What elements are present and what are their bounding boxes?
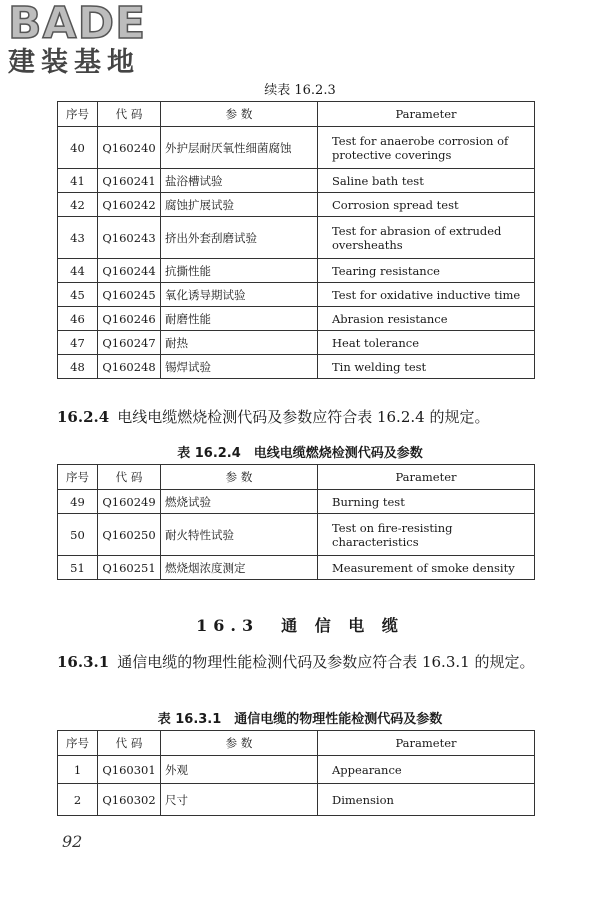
row-param-cn: 耐火特性试验 (161, 514, 318, 556)
row-code: Q160251 (98, 556, 161, 580)
table-row (58, 217, 535, 259)
table-16-3-1 (57, 730, 535, 816)
header-code: 代 码 (98, 102, 161, 127)
row-number: 48 (58, 355, 98, 379)
row-code: Q160243 (98, 217, 161, 259)
table-row (58, 784, 535, 816)
row-param-en: Test for anaerobe corrosion of protective coverings (318, 127, 535, 169)
section-title: 16.3 通 信 电 缆 (196, 616, 404, 635)
row-number: 51 (58, 556, 98, 580)
logo-word: BADE (8, 0, 147, 49)
row-code: Q160244 (98, 259, 161, 283)
row-code: Q160302 (98, 784, 161, 816)
row-param-cn: 氧化诱导期试验 (161, 283, 318, 307)
table-row (58, 490, 535, 514)
row-param-en: Heat tolerance (318, 331, 535, 355)
row-param-cn: 锡焊试验 (161, 355, 318, 379)
table-16-2-3-caption: 续表 16.2.3 (264, 83, 336, 98)
table-row (58, 127, 535, 169)
table-row (58, 283, 535, 307)
header-code: 代 码 (98, 731, 161, 756)
table-header-row (58, 465, 535, 490)
row-code: Q160247 (98, 331, 161, 355)
table-16-2-4-caption: 表 16.2.4 电线电缆燃烧检测代码及参数 (177, 446, 423, 461)
header-param: 参 数 (161, 102, 318, 127)
row-number: 41 (58, 169, 98, 193)
row-param-cn: 外护层耐厌氧性细菌腐蚀 (161, 127, 318, 169)
row-code: Q160242 (98, 193, 161, 217)
table-row (58, 556, 535, 580)
header-parameter: Parameter (318, 102, 535, 127)
header-no: 序号 (58, 731, 98, 756)
row-code: Q160241 (98, 169, 161, 193)
clause-16-2-4 (57, 405, 547, 429)
row-number: 49 (58, 490, 98, 514)
row-code: Q160240 (98, 127, 161, 169)
row-param-en: Abrasion resistance (318, 307, 535, 331)
row-code: Q160250 (98, 514, 161, 556)
row-code: Q160246 (98, 307, 161, 331)
clause-text: 通信电缆的物理性能检测代码及参数应符合表 16.3.1 的规定。 (117, 653, 535, 671)
table-row (58, 355, 535, 379)
table-row (58, 756, 535, 784)
row-number: 2 (58, 784, 98, 816)
table-header-row (58, 731, 535, 756)
header-param: 参 数 (161, 731, 318, 756)
row-param-cn: 尺寸 (161, 784, 318, 816)
row-param-cn: 盐浴槽试验 (161, 169, 318, 193)
row-code: Q160301 (98, 756, 161, 784)
row-param-cn: 外观 (161, 756, 318, 784)
header-no: 序号 (58, 102, 98, 127)
row-code: Q160245 (98, 283, 161, 307)
row-param-en: Corrosion spread test (318, 193, 535, 217)
row-param-cn: 耐热 (161, 331, 318, 355)
row-param-en: Burning test (318, 490, 535, 514)
table-row (58, 259, 535, 283)
row-number: 1 (58, 756, 98, 784)
header-parameter: Parameter (318, 465, 535, 490)
clause-number: 16.2.4 (57, 408, 110, 426)
table-header-row (58, 102, 535, 127)
row-param-en: Tearing resistance (318, 259, 535, 283)
row-code: Q160249 (98, 490, 161, 514)
clause-16-3-1 (57, 650, 547, 674)
table-row (58, 514, 535, 556)
row-number: 42 (58, 193, 98, 217)
row-param-en: Test for abrasion of extruded oversheaths (318, 217, 535, 259)
row-number: 50 (58, 514, 98, 556)
row-param-en: Dimension (318, 784, 535, 816)
table-row (58, 331, 535, 355)
row-number: 44 (58, 259, 98, 283)
row-number: 46 (58, 307, 98, 331)
header-no: 序号 (58, 465, 98, 490)
row-param-cn: 燃烧试验 (161, 490, 318, 514)
clause-number: 16.3.1 (57, 653, 110, 671)
row-code: Q160248 (98, 355, 161, 379)
row-param-cn: 腐蚀扩展试验 (161, 193, 318, 217)
brand-logo (8, 2, 180, 88)
row-param-en: Appearance (318, 756, 535, 784)
row-param-cn: 挤出外套刮磨试验 (161, 217, 318, 259)
table-row (58, 169, 535, 193)
row-number: 40 (58, 127, 98, 169)
row-param-cn: 燃烧烟浓度测定 (161, 556, 318, 580)
row-param-en: Saline bath test (318, 169, 535, 193)
row-number: 47 (58, 331, 98, 355)
page-number: 92 (62, 832, 83, 851)
clause-text: 电线电缆燃烧检测代码及参数应符合表 16.2.4 的规定。 (117, 408, 490, 426)
row-param-en: Test for oxidative inductive time (318, 283, 535, 307)
row-param-en: Tin welding test (318, 355, 535, 379)
header-parameter: Parameter (318, 731, 535, 756)
header-code: 代 码 (98, 465, 161, 490)
table-16-2-4 (57, 464, 535, 580)
row-number: 45 (58, 283, 98, 307)
table-16-2-3 (57, 101, 535, 379)
row-param-en: Test on fire-resisting characteristics (318, 514, 535, 556)
logo-chinese-name: 建装基地 (8, 47, 140, 78)
header-param: 参 数 (161, 465, 318, 490)
row-param-en: Measurement of smoke density (318, 556, 535, 580)
row-param-cn: 抗撕性能 (161, 259, 318, 283)
row-param-cn: 耐磨性能 (161, 307, 318, 331)
table-row (58, 307, 535, 331)
table-16-3-1-caption: 表 16.3.1 通信电缆的物理性能检测代码及参数 (157, 712, 443, 727)
row-number: 43 (58, 217, 98, 259)
table-row (58, 193, 535, 217)
